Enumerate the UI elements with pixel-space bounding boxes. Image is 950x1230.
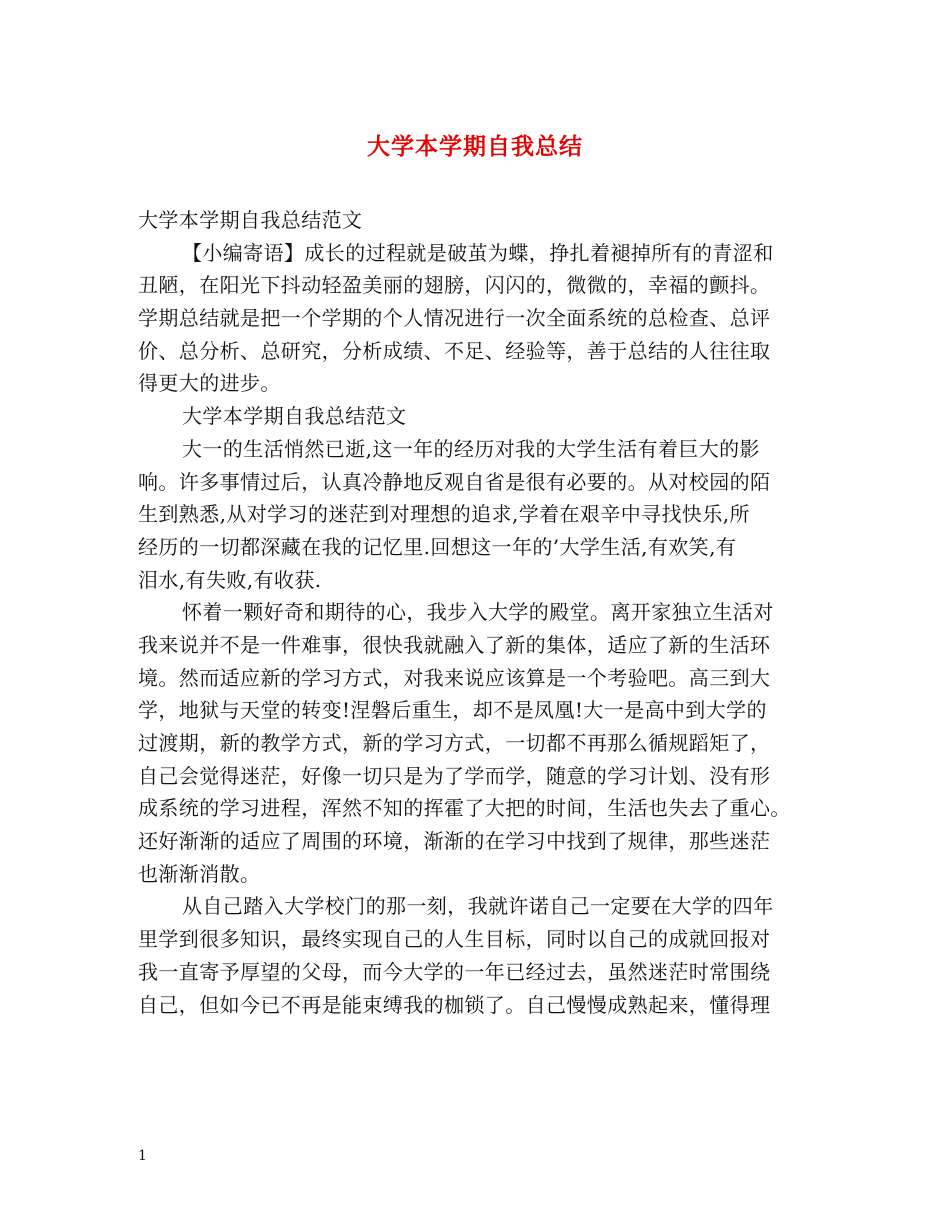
text-line: 大学本学期自我总结范文	[182, 404, 407, 429]
text-line: 里学到很多知识，最终实现自己的人生目标，同时以自己的成就回报对	[138, 927, 771, 952]
text-line: 【小编寄语】成长的过程就是破茧为蝶，挣扎着褪掉所有的青涩和	[182, 240, 774, 265]
document-title: 大学本学期自我总结	[367, 133, 583, 160]
text-line: 大学本学期自我总结范文	[138, 208, 363, 232]
text-line: 还好渐渐的适应了周围的环境，渐渐的在学习中找到了规律，那些迷茫	[138, 829, 771, 854]
document-body	[138, 204, 818, 1021]
text-line: 响。许多事情过后，认真冷静地反观自省是很有必要的。从对校园的陌	[138, 469, 771, 494]
text-line: 经历的一切都深藏在我的记忆里.回想这一年的’大学生活,有欢笑,有	[138, 534, 737, 559]
text-line: 得更大的进步。	[138, 371, 281, 396]
text-line: 学期总结就是把一个学期的个人情况进行一次全面系统的总检查、总评	[138, 306, 771, 331]
text-line: 怀着一颗好奇和期待的心，我步入大学的殿堂。离开家独立生活对	[182, 600, 774, 625]
text-line: 学，地狱与天堂的转变!涅磐后重生，却不是凤凰!大一是高中到大学的	[138, 698, 767, 723]
text-line: 自己，但如今已不再是能束缚我的枷锁了。自己慢慢成熟起来，懂得理	[138, 992, 771, 1017]
text-line: 泪水,有失败,有收获.	[138, 567, 322, 592]
text-line: 我来说并不是一件难事，很快我就融入了新的集体，适应了新的生活环	[138, 632, 771, 657]
text-line: 境。然而适应新的学习方式，对我来说应该算是一个考验吧。高三到大	[138, 665, 771, 690]
text-line: 我一直寄予厚望的父母，而今大学的一年已经过去，虽然迷茫时常围绕	[138, 959, 771, 984]
text-line: 成系统的学习进程，浑然不知的挥霍了大把的时间，生活也失去了重心。	[138, 796, 791, 821]
text-line: 过渡期，新的教学方式，新的学习方式，一切都不再那么循规蹈矩了，	[138, 731, 771, 755]
text-line: 大一的生活悄然已逝,这一年的经历对我的大学生活有着巨大的影	[182, 436, 760, 461]
text-line: 丑陋，在阳光下抖动轻盈美丽的翅膀，闪闪的，微微的，幸福的颤抖。	[138, 273, 771, 298]
text-line: 从自己踏入大学校门的那一刻，我就许诺自己一定要在大学的四年	[182, 894, 774, 919]
text-line: 生到熟悉,从对学习的迷茫到对理想的追求,学着在艰辛中寻找快乐,所	[138, 502, 750, 527]
text-line: 自己会觉得迷茫，好像一切只是为了学而学，随意的学习计划、没有形	[138, 763, 771, 788]
page-number: 1	[138, 1148, 147, 1164]
text-line: 也渐渐消散。	[138, 861, 261, 886]
text-line: 价、总分析、总研究，分析成绩、不足、经验等，善于总结的人往往取	[138, 338, 771, 363]
